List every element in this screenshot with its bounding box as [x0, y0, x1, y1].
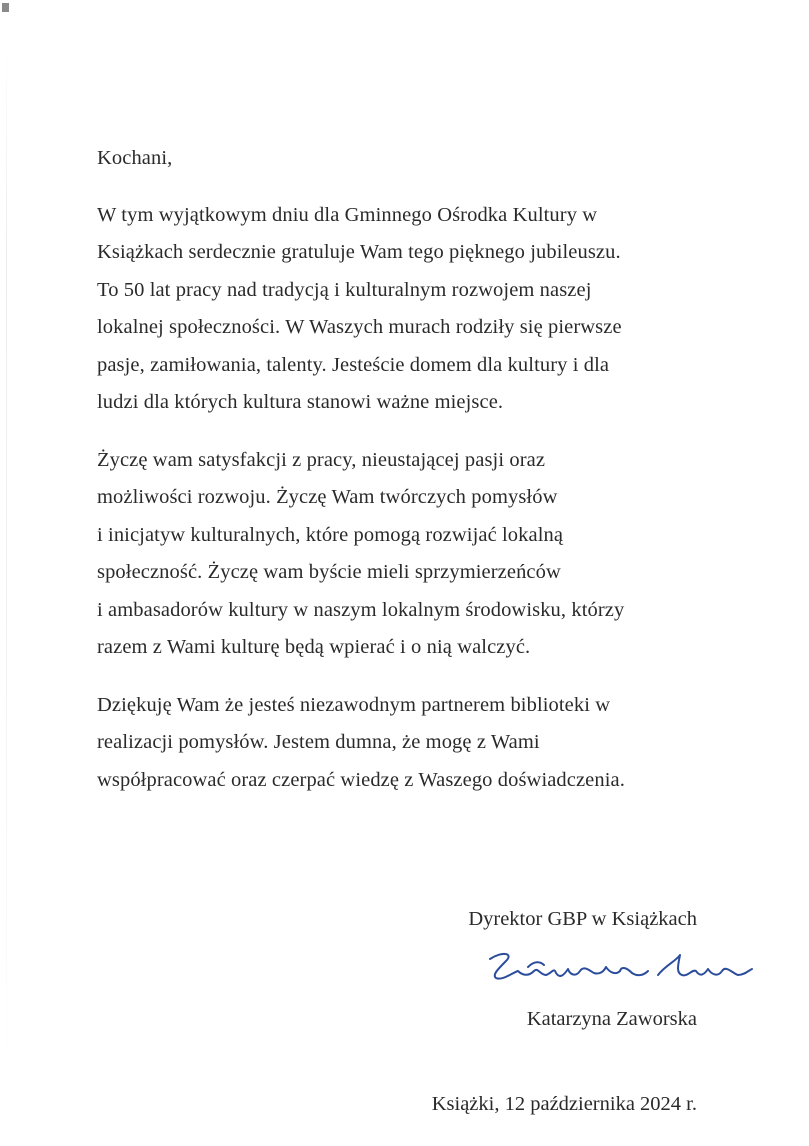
letter-paragraph-3 [97, 687, 697, 800]
text-line: W tym wyjątkowym dniu dla Gminnego Ośrodka Kultury w [97, 203, 598, 226]
text-line: Książkach serdecznie gratuluje Wam tego pięknego jubileuszu. [97, 241, 621, 263]
text-line: współpracować oraz czerpać wiedzę z Waszego doświadczenia. [97, 768, 625, 791]
text-line: razem z Wami kulturę będą wpierać i o nią walczyć. [97, 636, 531, 658]
scan-edge-shadow [6, 40, 7, 1100]
letter-greeting: Kochani, [97, 147, 173, 169]
text-line: realizacji pomysłów. Jestem dumna, że mogę z Wami [97, 731, 540, 753]
text-line: To 50 lat pracy nad tradycją i kulturalnym rozwojem naszej [97, 278, 592, 301]
text-line: i inicjatyw kulturalnych, które pomogą rozwijać lokalną [97, 523, 564, 546]
signer-title: Dyrektor GBP w Książkach [468, 908, 697, 930]
text-line: Życzę wam satysfakcji z pracy, nieustającej pasji oraz [97, 448, 546, 471]
text-line: lokalnej społeczności. W Waszych murach rodziły się pierwsze [97, 316, 622, 338]
text-line: Dziękuję Wam że jesteś niezawodnym partnerem biblioteki w [97, 693, 611, 716]
text-line: społeczność. Życzę wam byście mieli sprzymierzeńców [97, 561, 561, 583]
letter-paragraph-1 [97, 197, 697, 422]
letter-paragraph-2 [97, 442, 697, 667]
signature-block [468, 908, 697, 931]
text-line: możliwości rozwoju. Życzę Wam twórczych pomysłów [97, 486, 558, 508]
place-and-date: Książki, 12 października 2024 r. [431, 1093, 697, 1115]
letter-body [97, 140, 697, 819]
text-line: i ambasadorów kultury w naszym lokalnym środowisku, którzy [97, 598, 625, 621]
text-line: ludzi dla których kultura stanowi ważne miejsce. [97, 391, 504, 413]
scan-artifact-mark [2, 3, 9, 12]
text-line: pasje, zamiłowania, talenty. Jesteście domem dla kultury i dla [97, 353, 610, 376]
handwritten-signature [482, 945, 757, 993]
signer-name: Katarzyna Zaworska [526, 1008, 697, 1030]
